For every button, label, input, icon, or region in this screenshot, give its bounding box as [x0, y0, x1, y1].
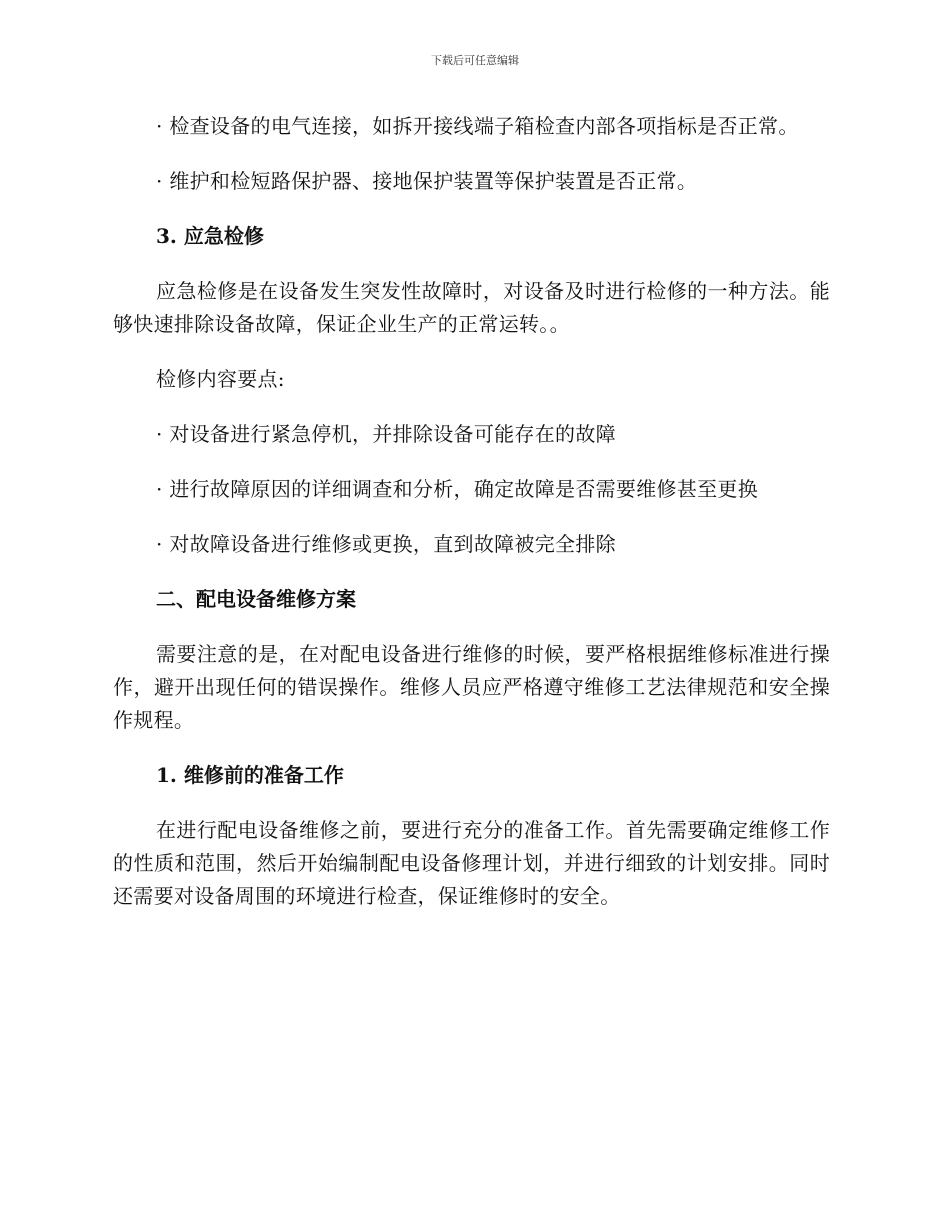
paragraph-key-points-label: 检修内容要点:: [156, 367, 285, 391]
paragraph-maintenance-plan: 需要注意的是，在对配电设备进行维修的时候，要严格根据维修标准进行操作，避开出现任何的错误操作。维修人员应严格遵守维修工艺法律规范和安全操作规程。: [113, 642, 830, 732]
page-header: 下载后可任意编辑: [431, 54, 519, 67]
heading-emergency-repair: 3. 应急检修: [156, 224, 264, 248]
document-body: [113, 110, 830, 913]
bullet-electrical-connection: · 检查设备的电气连接，如拆开接线端子箱检查内部各项指标是否正常。: [156, 114, 799, 138]
bullet-repair-or-replace: · 对故障设备进行维修或更换，直到故障被完全排除: [156, 532, 616, 556]
paragraph-preparation: 在进行配电设备维修之前，要进行充分的准备工作。首先需要确定维修工作的性质和范围，然后开始编制配电设备修理计划，并进行细致的计划安排。同时还需要对设备周围的环境进行检查，保证维修时的安全。: [113, 818, 830, 908]
bullet-emergency-shutdown: · 对设备进行紧急停机，并排除设备可能存在的故障: [156, 422, 616, 446]
heading-preparation: 1. 维修前的准备工作: [156, 763, 344, 787]
heading-maintenance-plan: 二、配电设备维修方案: [156, 587, 356, 611]
bullet-fault-investigation: · 进行故障原因的详细调查和分析，确定故障是否需要维修甚至更换: [156, 477, 759, 501]
bullet-protection-devices: · 维护和检短路保护器、接地保护装置等保护装置是否正常。: [156, 169, 698, 193]
paragraph-emergency-repair: 应急检修是在设备发生突发性故障时，对设备及时进行检修的一种方法。能够快速排除设备故障，保证企业生产的正常运转。。: [113, 279, 830, 336]
